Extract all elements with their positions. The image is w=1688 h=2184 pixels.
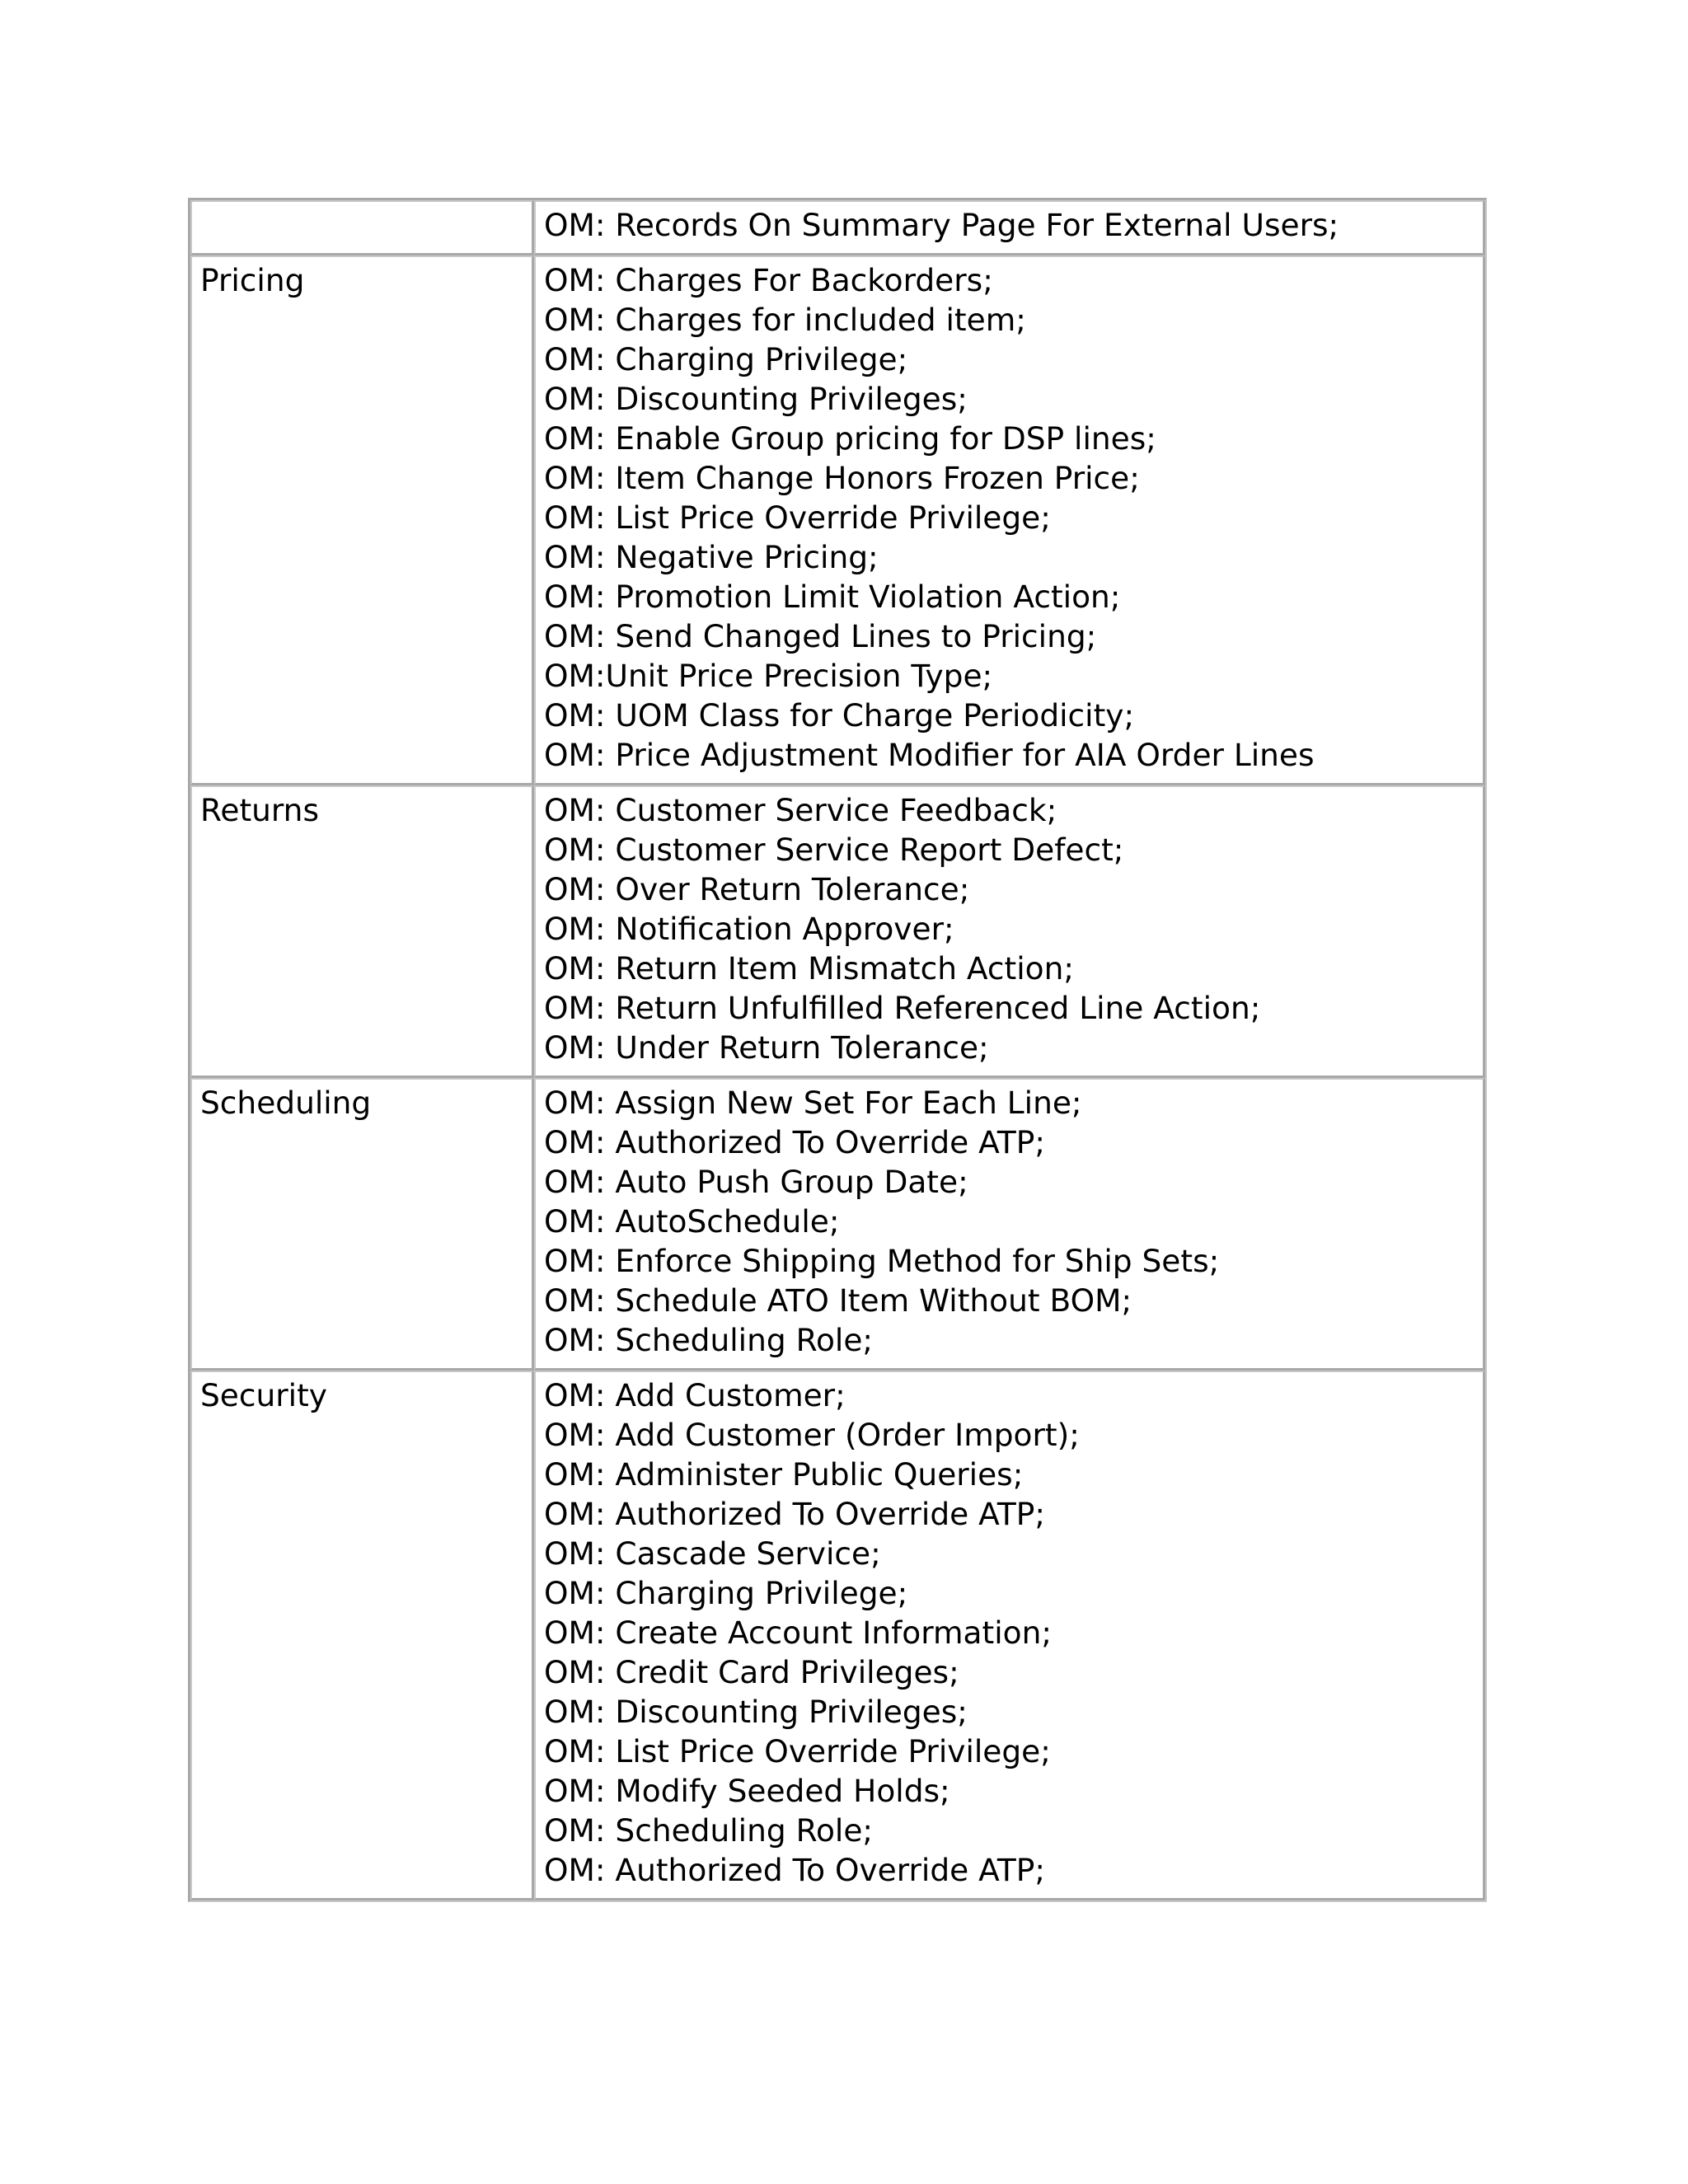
profile-option-item: OM: Charges for included item; <box>544 302 1026 338</box>
profile-option-item: OM: Cascade Service; <box>544 1535 881 1572</box>
profile-options-cell <box>534 1371 1485 1900</box>
profile-option-item: OM: Records On Summary Page For External Users; <box>544 207 1339 243</box>
table-row <box>190 785 1485 1078</box>
category-cell <box>190 1078 534 1371</box>
profile-option-item: OM: Customer Service Feedback; <box>544 792 1057 828</box>
category-cell <box>190 255 534 785</box>
profile-option-item: OM: Charges For Backorders; <box>544 262 993 298</box>
table-row <box>190 1078 1485 1371</box>
profile-option-item: OM: Negative Pricing; <box>544 539 879 575</box>
profile-option-item: OM: Return Item Mismatch Action; <box>544 950 1074 987</box>
profile-option-item: OM: Schedule ATO Item Without BOM; <box>544 1282 1132 1319</box>
profile-option-item: OM: Send Changed Lines to Pricing; <box>544 618 1097 654</box>
profile-option-item: OM: Authorized To Override ATP; <box>544 1496 1046 1532</box>
profile-option-item: OM: Item Change Honors Frozen Price; <box>544 460 1140 496</box>
category-label: Pricing <box>200 262 305 298</box>
profile-option-item: OM: Charging Privilege; <box>544 341 908 377</box>
profile-option-item: OM: Modify Seeded Holds; <box>544 1773 950 1809</box>
profile-option-item: OM: Notification Approver; <box>544 911 954 947</box>
profile-option-item: OM: Discounting Privileges; <box>544 381 968 417</box>
profile-option-item: OM: Scheduling Role; <box>544 1322 874 1358</box>
profile-options-cell <box>534 785 1485 1078</box>
profile-option-item: OM: Promotion Limit Violation Action; <box>544 579 1121 615</box>
category-cell <box>190 1371 534 1900</box>
category-cell <box>190 200 534 255</box>
profile-options-cell <box>534 200 1485 255</box>
profile-option-item: OM: Authorized To Override ATP; <box>544 1852 1046 1888</box>
table-body <box>190 200 1485 1900</box>
profile-options-cell <box>534 1078 1485 1371</box>
profile-option-item: OM: Administer Public Queries; <box>544 1456 1024 1493</box>
profile-option-item: OM: Assign New Set For Each Line; <box>544 1085 1082 1121</box>
table-row <box>190 200 1485 255</box>
category-cell <box>190 785 534 1078</box>
profile-options-cell <box>534 255 1485 785</box>
profile-option-item: OM: Customer Service Report Defect; <box>544 832 1124 868</box>
category-label: Scheduling <box>200 1085 372 1121</box>
profile-option-item: OM: Add Customer; <box>544 1377 846 1413</box>
table-row <box>190 1371 1485 1900</box>
category-label: Security <box>200 1377 327 1413</box>
profile-option-item: OM: Price Adjustment Modifier for AIA Order Lines <box>544 737 1315 773</box>
profile-option-item: OM:Unit Price Precision Type; <box>544 658 993 694</box>
profile-option-item: OM: Enable Group pricing for DSP lines; <box>544 420 1156 457</box>
profile-option-item: OM: UOM Class for Charge Periodicity; <box>544 697 1135 733</box>
profile-option-item: OM: Add Customer (Order Import); <box>544 1417 1080 1453</box>
profile-option-item: OM: Enforce Shipping Method for Ship Sets; <box>544 1243 1220 1279</box>
table-row <box>190 255 1485 785</box>
profile-option-item: OM: Return Unfulfilled Referenced Line Action; <box>544 990 1261 1026</box>
profile-options-table <box>188 198 1487 1902</box>
profile-option-item: OM: Under Return Tolerance; <box>544 1029 989 1066</box>
profile-option-item: OM: Over Return Tolerance; <box>544 871 970 907</box>
profile-option-item: OM: Authorized To Override ATP; <box>544 1124 1046 1160</box>
profile-option-item: OM: Charging Privilege; <box>544 1575 908 1611</box>
profile-option-item: OM: AutoSchedule; <box>544 1203 840 1240</box>
profile-option-item: OM: List Price Override Privilege; <box>544 499 1051 536</box>
profile-option-item: OM: Discounting Privileges; <box>544 1694 968 1730</box>
profile-option-item: OM: List Price Override Privilege; <box>544 1733 1051 1769</box>
profile-option-item: OM: Scheduling Role; <box>544 1812 874 1849</box>
category-label: Returns <box>200 792 319 828</box>
profile-option-item: OM: Auto Push Group Date; <box>544 1164 968 1200</box>
profile-option-item: OM: Credit Card Privileges; <box>544 1654 959 1690</box>
profile-option-item: OM: Create Account Information; <box>544 1615 1052 1651</box>
